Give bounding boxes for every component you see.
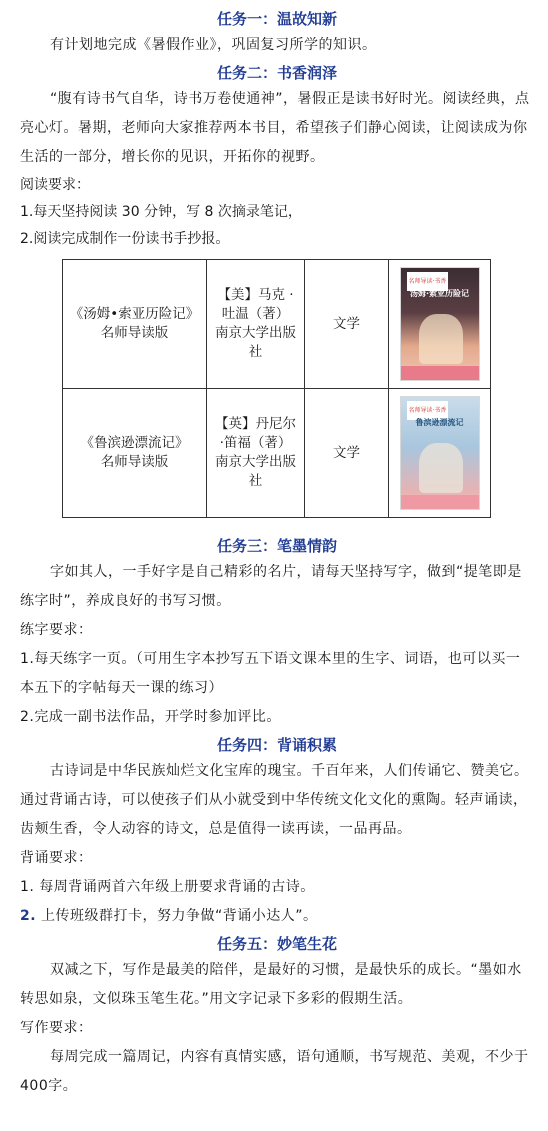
task3-req-label: 练字要求： <box>20 622 93 638</box>
book-title-cell <box>63 260 207 389</box>
task3-heading: 任务三：笔墨情韵 <box>216 537 337 555</box>
book-publisher: 南京大学出版社 <box>215 454 296 489</box>
book-title-cell <box>63 389 207 518</box>
task2-intro: “腹有诗书气自华，诗书万卷使通神”，暑假正是读书好时光。阅读经典，点亮心灯。暑期，老师向大家推荐两本书目，希望孩子们静心阅读，让阅读成为你生活的一部分，增长你的见识，开拓你的视野。 <box>20 91 530 165</box>
task1-text: 有计划地完成《暑假作业》，巩固复习所学的知识。 <box>50 37 377 53</box>
book-author-cell <box>207 260 305 389</box>
task2-req-label: 阅读要求： <box>20 177 90 193</box>
book-cover-image <box>400 396 480 510</box>
task4-req1-text: 每周背诵两首六年级上册要求背诵的古诗。 <box>39 879 315 895</box>
task2-req2: 2.阅读完成制作一份读书手抄报。 <box>20 231 230 247</box>
task4-req1 <box>20 873 534 902</box>
task5-heading: 任务五：妙笔生花 <box>216 935 337 953</box>
cover-band <box>401 366 479 380</box>
book-cover-image <box>400 267 480 381</box>
task4-req2-number: 2. <box>20 908 37 924</box>
book-author: 【英】丹尼尔 ·笛福（著） <box>215 416 296 451</box>
cover-series-label: 名师导读·书香 <box>407 272 449 291</box>
cover-series-label: 名师导读·书香 <box>407 401 449 420</box>
task5-req-label: 写作要求： <box>20 1020 93 1036</box>
book-author-cell <box>207 389 305 518</box>
task4-req-label: 背诵要求： <box>20 850 93 866</box>
book-genre: 文学 <box>305 389 389 518</box>
book-title: 《汤姆•索亚历险记》 <box>69 306 200 322</box>
cover-band <box>401 495 479 509</box>
task2-req1: 1.每天坚持阅读 30 分钟，写 8 次摘录笔记， <box>20 204 302 220</box>
cover-illustration <box>419 314 463 364</box>
table-row <box>63 260 491 389</box>
book-author: 【美】马克 ·吐温（著） <box>217 287 294 322</box>
book-genre: 文学 <box>305 260 389 389</box>
task1-heading: 任务一：温故知新 <box>216 10 337 28</box>
task5-intro: 双减之下，写作是最美的陪伴，是最好的习惯，是最快乐的成长。“墨如水转思如泉，文似珠玉笔生花。”用文字记录下多彩的假期生活。 <box>20 962 522 1007</box>
task4-heading: 任务四：背诵积累 <box>216 736 337 754</box>
book-edition: 名师导读版 <box>100 454 169 470</box>
book-edition: 名师导读版 <box>100 325 169 341</box>
task3-req2: 2.完成一副书法作品，开学时参加评比。 <box>20 709 281 725</box>
task4-intro: 古诗词是中华民族灿烂文化宝库的瑰宝。千百年来，人们传诵它、赞美它。通过背诵古诗，可以使孩子们从小就受到中华传统文化文化的熏陶。轻声诵读，齿颊生香，令人动容的诗文，总是值得一读再读，一品再品。 <box>20 763 529 837</box>
cover-title: 鲁滨逊漂流记 <box>415 418 464 427</box>
task4-req2-text: 上传班级群打卡，努力争做“背诵小达人”。 <box>41 908 318 924</box>
task5-req: 每周完成一篇周记，内容有真情实感，语句通顺，书写规范、美观，不少于400字。 <box>20 1049 529 1094</box>
book-table <box>62 259 491 518</box>
task4-req2 <box>20 902 534 931</box>
task3-intro: 字如其人，一手好字是自己精彩的名片，请每天坚持写字，做到“提笔即是练字时”，养成良好的书写习惯。 <box>20 564 522 609</box>
table-row <box>63 389 491 518</box>
cover-title: 汤姆·索亚历险记 <box>409 289 470 298</box>
book-cover-cell <box>389 389 491 518</box>
book-title: 《鲁滨逊漂流记》 <box>80 435 189 451</box>
cover-illustration <box>419 443 463 493</box>
task2-heading: 任务二：书香润泽 <box>216 64 337 82</box>
book-cover-cell <box>389 260 491 389</box>
task4-req1-number: 1. <box>20 879 35 895</box>
task3-req1: 1.每天练字一页。（可用生字本抄写五下语文课本里的生字、词语，也可以买一本五下的字帖每天一课的练习） <box>20 651 521 696</box>
book-publisher: 南京大学出版社 <box>215 325 296 360</box>
